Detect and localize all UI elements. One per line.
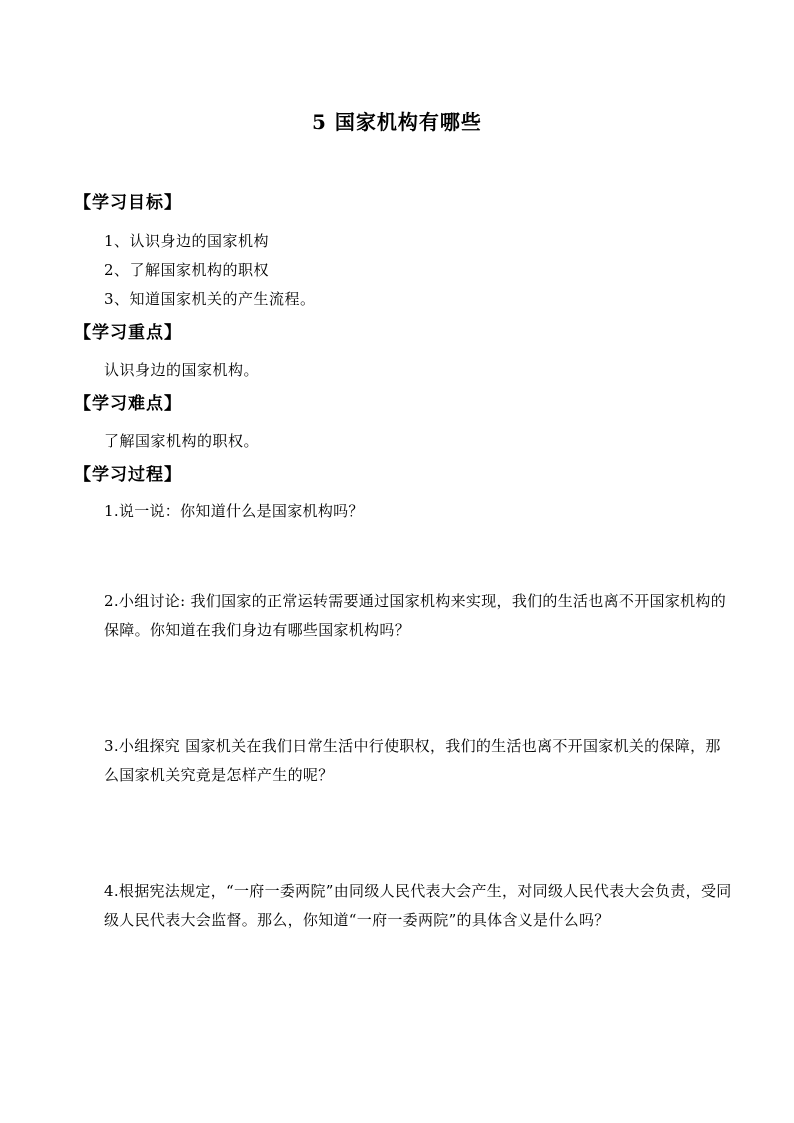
focus-text: 认识身边的国家机构。 xyxy=(104,361,260,379)
section-heading-goals: 【学习目标】 xyxy=(74,193,182,213)
page-title: 5 国家机构有哪些 xyxy=(312,110,482,134)
question-4 xyxy=(74,877,734,935)
difficulty-text: 了解国家机构的职权。 xyxy=(104,432,260,450)
question-text: 4.根据宪法规定，“一府一委两院”由同级人民代表大会产生，对同级人民代表大会负责，受同级人民代表大会监督。那么，你知道“一府一委两院”的具体含义是什么吗？ xyxy=(104,882,732,929)
goal-item: 2、了解国家机构的职权 xyxy=(104,261,270,279)
question-1 xyxy=(74,497,734,526)
section-heading-process: 【学习过程】 xyxy=(74,465,182,485)
question-2 xyxy=(74,587,734,645)
section-heading-focus: 【学习重点】 xyxy=(74,323,182,343)
question-text: 2.小组讨论: 我们国家的正常运转需要通过国家机构来实现，我们的生活也离不开国家机构的保障。你知道在我们身边有哪些国家机构吗？ xyxy=(104,592,727,639)
goal-item: 3、知道国家机关的产生流程。 xyxy=(104,290,316,308)
goal-item: 1、认识身边的国家机构 xyxy=(104,232,270,250)
section-heading-difficulty: 【学习难点】 xyxy=(74,394,182,414)
question-3 xyxy=(74,732,734,790)
question-text: 3.小组探究 国家机关在我们日常生活中行使职权，我们的生活也离不开国家机关的保障，那么国家机关究竟是怎样产生的呢？ xyxy=(104,737,721,784)
question-text: 1.说一说：你知道什么是国家机构吗？ xyxy=(104,502,364,520)
